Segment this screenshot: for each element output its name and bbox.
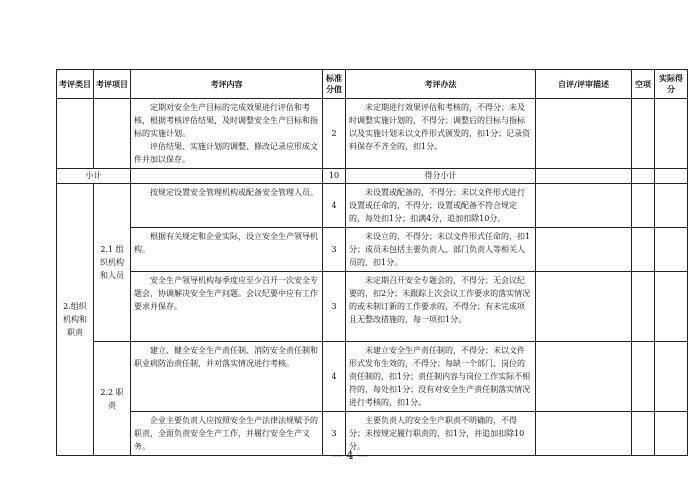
empty-cell [632,342,655,412]
content-cell [131,228,323,272]
subtotal-score: 10 [323,169,346,184]
score-cell: 3 [323,228,346,272]
score-cell: 4 [323,184,346,228]
method-text: 未设置或配备的，不得分；未以文件形式进行设置或任命的，不得分；设置或配备不符合规定的，每处扣1分；扣满4分，追加扣除10分。 [349,188,525,223]
self-review-cell [536,272,632,342]
item-cell [94,99,131,169]
content-text: 定期对安全生产目标的完成效果进行评估和考核，根据考核评估结果，及时调整安全生产目标和指标的实施计划。 [134,103,318,138]
content-text: 建立、健全安全生产责任制、消防安全责任制和职业病防治责任制，并对落实情况进行考核。 [134,346,318,368]
method-cell [346,272,536,342]
score-cell: 4 [323,342,346,412]
item-cell: 2.2 职责 [94,342,131,456]
header-row [57,70,688,99]
method-cell [346,228,536,272]
content-text: 企业主要负责人应按照安全生产法律法规赋予的职责，全面负责安全生产工作，并履行安全生产义务。 [134,416,318,451]
method-text: 未定期召开安全专题会的，不得分；无会议纪要的，扣2分；未跟踪上次会议工作要求的落实情况的或未制订新的工作要求的，不得分；有未完成项且无整改措施的，每一项扣1分。 [349,276,531,324]
table-row [57,342,688,412]
category-cell: 2.组织机构和职责 [57,184,94,456]
content-text: 评估结果、实施计划的调整、修改记录应形成文件并加以保存。 [134,142,318,164]
table-row [57,228,688,272]
header-method: 考评办法 [346,70,536,99]
header-category: 考评类目 [57,70,94,99]
method-text: 未建立安全生产责任制的，不得分；未以文件形式发布生效的，不得分；每缺一个部门、岗位的责任制的，扣1分；责任制内容与岗位工作实际不相符的，每处扣1分；没有对安全生产责任制落实情况进行考核的，扣1分。 [349,346,531,407]
self-review-cell [536,169,632,184]
content-text: 根据有关规定和企业实际，设立安全生产领导机构。 [134,232,318,254]
category-cell [57,99,94,169]
item-cell: 2.1 组织机构和人员 [94,184,131,342]
self-review-cell [536,228,632,272]
content-cell [131,272,323,342]
header-score: 标准分值 [323,70,346,99]
empty-cell [632,272,655,342]
empty-cell [632,99,655,169]
score-cell: 3 [323,412,346,456]
subtotal-row [57,169,688,184]
actual-cell [655,169,688,184]
score-cell: 2 [323,99,346,169]
header-content: 考评内容 [131,70,323,99]
header-self-review: 自评/评审描述 [536,70,632,99]
actual-cell [655,184,688,228]
self-review-cell [536,184,632,228]
method-text: 未定期进行效果评估和考核的，不得分；未及时调整实施计划的，不得分；调整后的目标与指标以及实施计划未以文件形式颁发的，扣1分；记录资料保存不齐全的，扣1分。 [349,103,531,151]
content-cell [131,169,323,184]
method-cell [346,184,536,228]
content-text: 按规定设置安全管理机构或配备安全管理人员。 [150,188,318,197]
actual-cell [655,228,688,272]
content-cell [131,184,323,228]
subtotal-label: 小计 [57,169,131,184]
self-review-cell [536,99,632,169]
table-row [57,99,688,169]
header-empty: 空项 [632,70,655,99]
self-review-cell [536,342,632,412]
actual-cell [655,99,688,169]
content-cell [131,99,323,169]
content-text: 安全生产领导机构每季度应至少召开一次安全专题会，协调解决安全生产问题。会议纪要中应有工作要求并保存。 [134,276,318,311]
evaluation-table [56,69,688,456]
content-cell [131,342,323,412]
header-item: 考评项目 [94,70,131,99]
empty-cell [632,169,655,184]
score-cell: 3 [323,272,346,342]
table-row [57,184,688,228]
header-actual: 实际得分 [655,70,688,99]
actual-cell [655,342,688,412]
table-row [57,272,688,342]
method-cell [346,342,536,412]
page-number: — 4 — [332,449,368,462]
method-cell [346,99,536,169]
method-text: 主要负责人的安全生产职责不明确的，不得分；未按规定履行职责的，扣1分，并追加扣除10分。 [349,416,525,451]
actual-cell [655,272,688,342]
empty-cell [632,228,655,272]
method-text: 未设立的，不得分；未以文件形式任命的，扣1分；成员未包括主要负责人、部门负责人等相关人员的，扣1分。 [349,232,531,267]
empty-cell [632,184,655,228]
subtotal-method: 得分小计 [346,169,536,184]
